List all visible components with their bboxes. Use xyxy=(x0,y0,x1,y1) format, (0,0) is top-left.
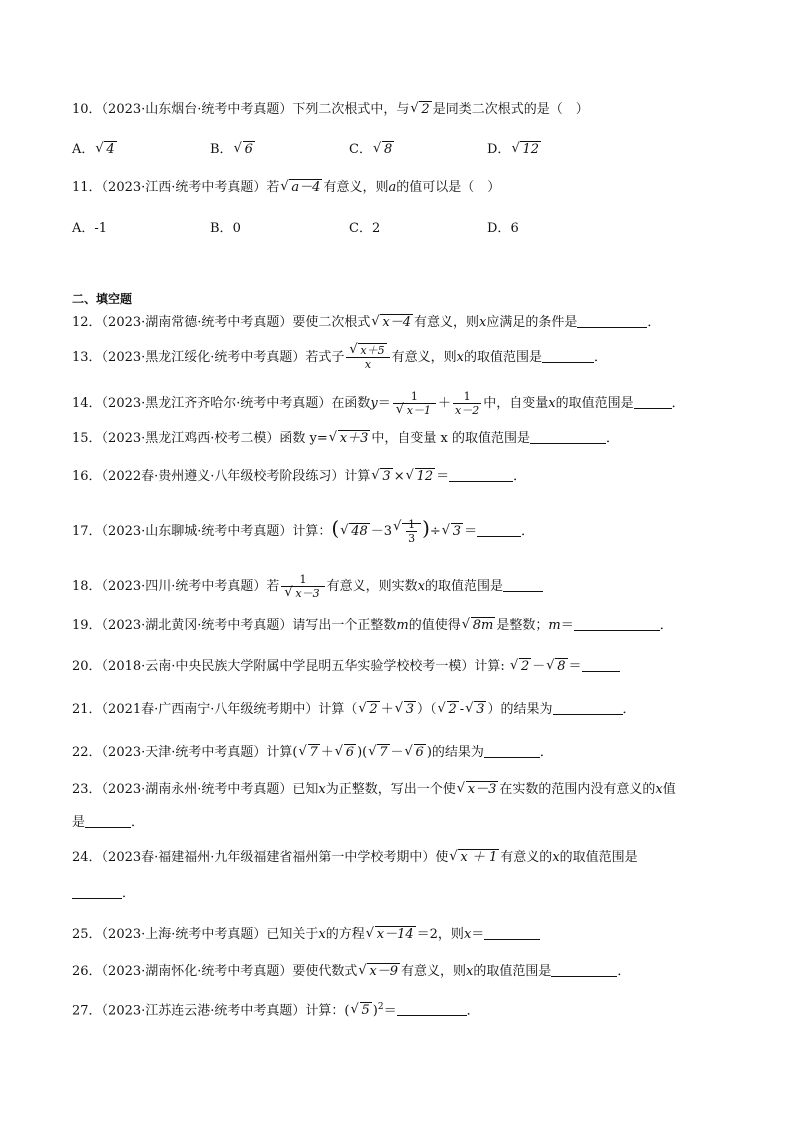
option-label: D． xyxy=(487,142,511,157)
question-10 xyxy=(72,100,589,120)
answer-blank[interactable] xyxy=(72,884,122,899)
radicand: x＋3 xyxy=(339,431,369,446)
option-label: A． xyxy=(72,221,95,236)
variable: x xyxy=(552,850,560,865)
question-14 xyxy=(72,390,685,417)
paren: ( xyxy=(331,516,340,540)
numerator: 1 xyxy=(453,390,481,404)
question-text: 的取值范围是 xyxy=(424,579,503,594)
question-source: （2018·云南·中央民族大学附属中学昆明五华实验学校校考一模） xyxy=(101,659,475,674)
operator: - xyxy=(459,702,465,717)
option-label: D． xyxy=(487,221,511,236)
variable: x xyxy=(466,964,474,979)
question-26 xyxy=(72,962,630,982)
question-11 xyxy=(72,178,500,198)
sqrt-expression xyxy=(366,925,416,945)
question-24-line-2 xyxy=(72,884,135,904)
question-text: 要使代数式 xyxy=(292,964,358,979)
sqrt-expression xyxy=(284,587,321,600)
question-source: （2023·黑龙江齐齐哈尔·统考中考真题） xyxy=(101,396,332,411)
radicand: x－9 xyxy=(369,964,399,979)
question-source: （2023·湖南怀化·统考中考真题） xyxy=(101,964,293,979)
radicand: 3 xyxy=(382,469,391,484)
radicand: 6 xyxy=(415,745,424,760)
option-label: B． xyxy=(210,142,233,157)
question-text: 的取值范围是 xyxy=(559,850,638,865)
answer-blank[interactable] xyxy=(553,700,623,715)
question-source: （2023·江苏连云港·统考中考真题） xyxy=(101,1003,306,1019)
sqrt-expression xyxy=(442,522,463,542)
punctuation: ． xyxy=(466,1003,480,1019)
paren: )( xyxy=(357,745,368,760)
section-heading: 二、填空题 xyxy=(72,292,133,306)
sqrt-expression xyxy=(462,616,496,636)
option-a[interactable] xyxy=(72,138,118,157)
paren: ) xyxy=(426,745,432,760)
question-text: 在实数的范围内没有意义的 xyxy=(499,782,656,797)
punctuation: ． xyxy=(131,815,145,830)
punctuation: ． xyxy=(671,396,685,411)
question-number: 18． xyxy=(72,579,102,594)
question-22 xyxy=(72,743,553,763)
question-text: 中，自变量 xyxy=(483,396,549,411)
question-source: （2023·江西·统考中考真题） xyxy=(101,180,267,195)
question-source: （2023·山东聊城·统考中考真题） xyxy=(101,524,293,539)
operator: ＝ xyxy=(560,618,574,633)
punctuation: ． xyxy=(122,886,136,901)
question-text: 有意义，则 xyxy=(391,350,457,365)
radicand: x＋5 xyxy=(360,344,385,357)
sqrt-expression xyxy=(95,142,116,157)
question-10-options xyxy=(72,138,732,158)
sqrt-expression xyxy=(371,313,413,333)
variable: x xyxy=(655,782,663,797)
sqrt-expression xyxy=(465,700,486,720)
variable: m xyxy=(396,618,409,633)
punctuation: ． xyxy=(622,702,636,717)
option-label: A． xyxy=(72,142,95,157)
sqrt-expression xyxy=(329,429,371,449)
radicand: 3 xyxy=(405,702,414,717)
question-text: ＝2，则 xyxy=(416,927,464,942)
option-label: B． xyxy=(210,221,233,236)
operator: ＋ xyxy=(438,396,452,411)
fraction xyxy=(346,344,389,371)
sqrt-expression xyxy=(395,700,416,720)
sqrt-expression xyxy=(373,142,394,157)
question-text: 计算: xyxy=(474,659,505,674)
sqrt-expression xyxy=(510,657,531,677)
question-25 xyxy=(72,925,540,945)
answer-blank[interactable] xyxy=(449,467,513,482)
variable: x xyxy=(548,396,556,411)
option-c[interactable] xyxy=(349,217,380,236)
option-label: C． xyxy=(349,221,372,236)
denominator: x xyxy=(364,358,372,371)
question-text: 若式子 xyxy=(305,350,345,365)
question-number: 25． xyxy=(72,927,102,942)
question-18 xyxy=(72,573,543,600)
question-text: 计算： xyxy=(292,524,332,539)
option-a[interactable] xyxy=(72,217,107,236)
operator: － xyxy=(390,745,404,760)
answer-blank[interactable] xyxy=(582,657,620,672)
question-text: 的取值范围是 xyxy=(555,396,634,411)
answer-blank[interactable] xyxy=(397,1001,467,1016)
variable: x xyxy=(417,579,425,594)
question-text: 是同类二次根式的是（ ） xyxy=(432,102,589,117)
question-text: 应满足的条件是 xyxy=(486,315,578,330)
question-number: 13． xyxy=(72,350,102,365)
question-text: 有意义，则实数 xyxy=(326,579,418,594)
question-text: 计算： xyxy=(305,1003,345,1019)
operator: ＝ xyxy=(377,396,391,411)
operator: －3 xyxy=(370,524,393,539)
punctuation: ． xyxy=(617,964,631,979)
option-c[interactable] xyxy=(349,138,395,157)
operator: ＋ xyxy=(320,745,334,760)
fraction xyxy=(281,573,324,600)
question-text: 计算（ xyxy=(318,702,358,717)
question-source: （2023·黑龙江鸡西·校考二模） xyxy=(101,431,280,446)
question-24 xyxy=(72,848,638,868)
question-text: 下列二次根式中，与 xyxy=(292,102,410,117)
question-number: 20． xyxy=(72,659,102,674)
variable: x xyxy=(456,350,464,365)
question-text: 有意义，则 xyxy=(401,964,467,979)
denominator: x－2 xyxy=(455,404,480,417)
radicand: 5 xyxy=(361,1003,370,1019)
radicand: 4 xyxy=(106,142,115,157)
question-11-options xyxy=(72,217,732,237)
variable: m xyxy=(548,618,561,633)
punctuation: ． xyxy=(659,618,673,633)
variable: a xyxy=(388,180,397,195)
option-d[interactable] xyxy=(487,217,519,236)
radicand: a－4 xyxy=(291,180,321,195)
question-number: 15． xyxy=(72,431,102,446)
sqrt-expression xyxy=(340,522,370,542)
answer-blank[interactable] xyxy=(542,348,594,363)
option-b[interactable] xyxy=(210,217,241,236)
question-text: 为正整数，写出一个使 xyxy=(325,782,456,797)
punctuation: ． xyxy=(513,469,527,484)
question-21 xyxy=(72,700,636,720)
radicand: x－4 xyxy=(382,315,412,330)
answer-blank[interactable] xyxy=(477,522,521,537)
question-text: 使 xyxy=(435,850,449,865)
answer-blank[interactable] xyxy=(503,577,543,592)
punctuation: ． xyxy=(647,315,661,330)
question-text: 有意义的 xyxy=(500,850,553,865)
radicand: 6 xyxy=(345,745,355,760)
answer-blank[interactable] xyxy=(484,743,540,758)
question-text: 已知 xyxy=(292,782,319,797)
punctuation: ． xyxy=(521,524,535,539)
radicand: 2 xyxy=(421,102,430,117)
question-27: 27．（2023·江苏连云港·统考中考真题）计算：(√ 5 )$^2$＝ ． xyxy=(72,997,480,1021)
question-text: 若 xyxy=(266,180,280,195)
variable: x xyxy=(318,782,326,797)
sqrt-expression xyxy=(368,743,389,763)
sqrt-expression xyxy=(511,142,541,157)
paren: ) xyxy=(422,516,430,540)
question-text: 已知关于 xyxy=(266,927,319,942)
question-source: （2023·黑龙江绥化·统考中考真题） xyxy=(101,350,306,365)
punctuation: ． xyxy=(594,350,608,365)
sqrt-expression xyxy=(410,100,431,120)
radicand: 8 xyxy=(383,142,393,157)
question-19 xyxy=(72,616,673,636)
question-source: （2023·山东烟台·统考中考真题） xyxy=(101,102,293,117)
sqrt-expression xyxy=(280,178,322,198)
sqrt-expression xyxy=(393,518,421,545)
question-23-line-2 xyxy=(72,813,144,833)
radicand: 12 xyxy=(416,469,434,484)
answer-blank[interactable] xyxy=(577,313,647,328)
sqrt-expression xyxy=(457,780,499,800)
sqrt-expression xyxy=(299,743,320,763)
sqrt-expression xyxy=(406,467,436,487)
variable: x xyxy=(318,927,326,942)
question-text: 的结果为 xyxy=(431,745,484,760)
question-23 xyxy=(72,780,676,800)
question-text: 是 xyxy=(72,815,86,830)
radicand: 8m xyxy=(472,618,494,633)
sqrt-expression xyxy=(358,700,379,720)
fraction xyxy=(453,390,481,417)
question-source: （2023春·福建福州·九年级福建省福州第一中学校考期中） xyxy=(101,850,436,865)
question-source: （2023·天津·统考中考真题） xyxy=(101,745,267,760)
question-number: 26． xyxy=(72,964,102,979)
option-b[interactable] xyxy=(210,138,256,157)
question-text: 中，自变量 x 的取值范围是 xyxy=(371,431,530,446)
variable: x xyxy=(479,315,487,330)
option-value: -1 xyxy=(94,221,108,236)
operator: ＝ xyxy=(436,469,450,484)
question-text: 计算 xyxy=(344,469,371,484)
question-16 xyxy=(72,467,526,487)
question-text: 值 xyxy=(662,782,676,797)
question-number: 22． xyxy=(72,745,102,760)
sqrt-expression xyxy=(358,962,400,982)
question-text: 的取值范围是 xyxy=(473,964,552,979)
question-number: 11． xyxy=(72,180,102,195)
radicand: x－3 xyxy=(295,587,320,600)
radicand: 12 xyxy=(522,142,539,157)
fraction xyxy=(393,390,436,417)
numerator: 1 xyxy=(281,573,324,587)
question-12 xyxy=(72,313,660,333)
answer-blank[interactable] xyxy=(574,616,660,631)
answer-blank[interactable] xyxy=(484,925,540,940)
sqrt-expression xyxy=(396,404,433,417)
question-17 xyxy=(72,518,534,545)
question-text: 计算 xyxy=(266,745,293,760)
radicand: x－3 xyxy=(467,782,497,797)
question-15 xyxy=(72,429,619,449)
sqrt-expression xyxy=(234,142,255,157)
question-text: ）的结果为 xyxy=(487,702,553,717)
question-number: 23． xyxy=(72,782,102,797)
radicand: x－1 xyxy=(406,404,431,417)
operator: ÷ xyxy=(429,524,441,539)
question-number: 24． xyxy=(72,850,102,865)
answer-blank[interactable] xyxy=(85,813,131,828)
sqrt-expression xyxy=(438,700,459,720)
question-text: 请写出一个正整数 xyxy=(292,618,397,633)
question-text: 在函数 xyxy=(331,396,371,411)
question-text: 若 xyxy=(266,579,280,594)
question-source: （2023·上海·统考中考真题） xyxy=(101,927,267,942)
radicand: 2 xyxy=(448,702,457,717)
question-text: 的值可以是（ ） xyxy=(396,180,501,195)
question-number: 14． xyxy=(72,396,102,411)
punctuation: ． xyxy=(606,431,620,446)
operator: ＝ xyxy=(383,1003,397,1019)
question-number: 16． xyxy=(72,469,102,484)
question-20 xyxy=(72,657,620,677)
option-label: C． xyxy=(349,142,372,157)
question-text: 的方程 xyxy=(325,927,365,942)
operator: ＝ xyxy=(471,927,485,942)
question-13 xyxy=(72,344,607,371)
question-source: （2023·湖南永州·统考中考真题） xyxy=(101,782,293,797)
question-text: 的值使得 xyxy=(408,618,461,633)
radicand: 6 xyxy=(244,142,253,157)
question-source: （2022春·贵州遵义·八年级校考阶段练习） xyxy=(101,469,345,484)
question-text: 要使二次根式 xyxy=(292,315,371,330)
question-source: （2023·湖南常德·统考中考真题） xyxy=(101,315,293,330)
paren: ）（ xyxy=(417,702,437,717)
denominator: 3 xyxy=(408,532,416,545)
answer-blank[interactable] xyxy=(530,429,606,444)
operator: ＝ xyxy=(568,659,582,674)
question-number: 12． xyxy=(72,315,102,330)
question-source: （2023·湖北黄冈·统考中考真题） xyxy=(101,618,293,633)
operator: ＝ xyxy=(464,524,478,539)
paren: ( xyxy=(292,745,298,760)
variable: x xyxy=(463,927,472,942)
option-value: 2 xyxy=(371,221,381,236)
sqrt-expression xyxy=(546,657,567,677)
question-number: 21． xyxy=(72,702,102,717)
option-value: 6 xyxy=(510,221,519,236)
question-number: 17． xyxy=(72,524,102,539)
answer-blank[interactable] xyxy=(634,394,672,409)
numerator: √ 1 xyxy=(408,518,416,531)
numerator: 1 xyxy=(393,390,436,404)
question-number: 19． xyxy=(72,618,102,633)
question-number: 10． xyxy=(72,102,102,117)
question-text: 是整数； xyxy=(496,618,549,633)
option-value: 0 xyxy=(232,221,241,236)
sqrt-expression xyxy=(335,743,356,763)
question-source: （2023·四川·统考中考真题） xyxy=(101,579,267,594)
question-text: 有意义，则 xyxy=(414,315,480,330)
operator: ＋ xyxy=(380,702,394,717)
radicand: 2 xyxy=(369,702,378,717)
sqrt-expression xyxy=(405,743,426,763)
question-source: （2021春·广西南宁·八年级统考期中） xyxy=(101,702,319,717)
radicand: 48 xyxy=(351,524,368,539)
radicand: x－14 xyxy=(376,927,414,942)
radicand: 7 xyxy=(379,745,388,760)
punctuation: ． xyxy=(539,745,553,760)
operator: － xyxy=(532,659,546,674)
radicand: 3 xyxy=(452,524,462,539)
radicand: 8 xyxy=(557,659,566,674)
radicand: 7 xyxy=(309,745,318,760)
operator: × xyxy=(393,469,405,484)
sqrt-expression xyxy=(351,1001,372,1021)
question-text: 的取值范围是 xyxy=(463,350,542,365)
question-text: 函数 y= xyxy=(279,431,328,446)
answer-blank[interactable] xyxy=(551,962,617,977)
fraction xyxy=(406,518,417,545)
exponent: 2 xyxy=(377,1002,384,1012)
sqrt-expression xyxy=(449,848,499,868)
sqrt-expression xyxy=(349,344,386,357)
question-number: 27． xyxy=(72,1003,102,1019)
radicand: x ＋ 1 xyxy=(460,850,498,865)
question-text: 有意义，则 xyxy=(323,180,389,195)
radicand: 3 xyxy=(476,702,485,717)
sqrt-expression xyxy=(371,467,392,487)
option-d[interactable] xyxy=(487,138,542,157)
variable: y xyxy=(370,396,378,411)
radicand: 2 xyxy=(520,659,530,674)
